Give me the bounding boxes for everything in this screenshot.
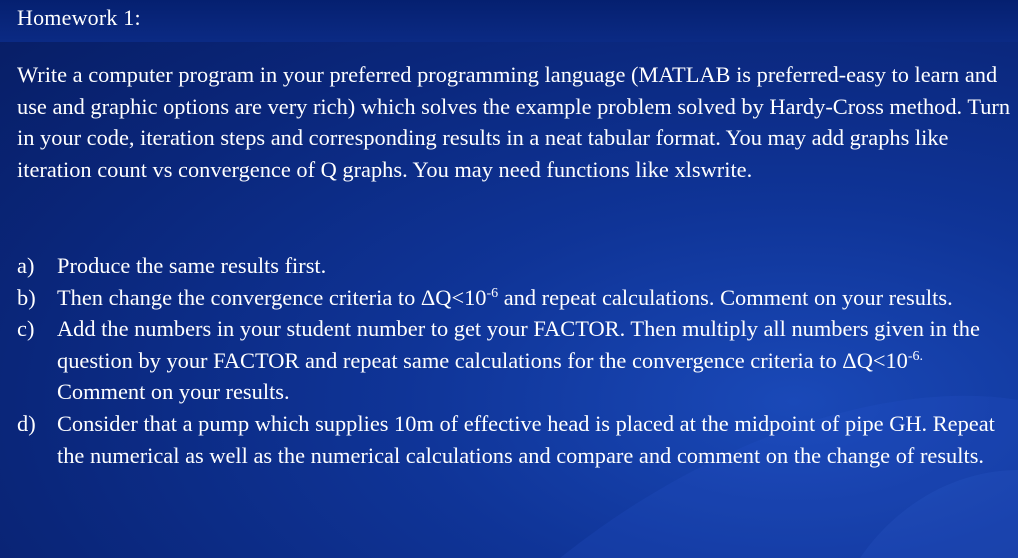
homework-title: Homework 1: xyxy=(17,5,141,30)
task-text-before: Add the numbers in your student number to get your FACTOR. Then multiply all numbers given in the question by your FACTOR and repeat same calculations for the convergence criteria to ΔQ<10 xyxy=(57,316,980,373)
task-item-c xyxy=(17,313,1012,408)
task-item-d xyxy=(17,408,1012,471)
task-text: Consider that a pump which supplies 10m of effective head is placed at the midpoint of pipe GH. Repeat the numerical as well as the numerical calculations and compare and comment on the change of results. xyxy=(57,410,995,468)
task-marker: d) xyxy=(17,410,36,436)
task-text-after: and repeat calculations. Comment on your results. xyxy=(498,284,953,310)
title-bar xyxy=(0,0,1018,42)
intro-paragraph: Write a computer program in your preferred programming language (MATLAB is preferred-easy to learn and use and graphic options are very rich) which solves the example problem solved by Hardy-Cross method. Turn in your code, iteration steps and corresponding results in a neat tabular format. You may add graphs like iteration count vs convergence of Q graphs. You may need functions like xlswrite. xyxy=(17,62,1011,182)
task-list xyxy=(17,250,1012,471)
task-item-a xyxy=(17,250,1012,282)
task-marker: b) xyxy=(17,284,36,310)
exponent: -6 xyxy=(486,285,499,301)
homework-intro xyxy=(17,59,1012,185)
task-text-after: Comment on your results. xyxy=(57,379,290,405)
task-marker: c) xyxy=(17,316,35,342)
task-text: Produce the same results first. xyxy=(57,253,327,278)
exponent: -6. xyxy=(907,348,924,364)
task-text-before: Then change the convergence criteria to ΔQ<10 xyxy=(57,284,487,310)
task-item-b xyxy=(17,282,1012,314)
task-marker: a) xyxy=(17,253,35,278)
